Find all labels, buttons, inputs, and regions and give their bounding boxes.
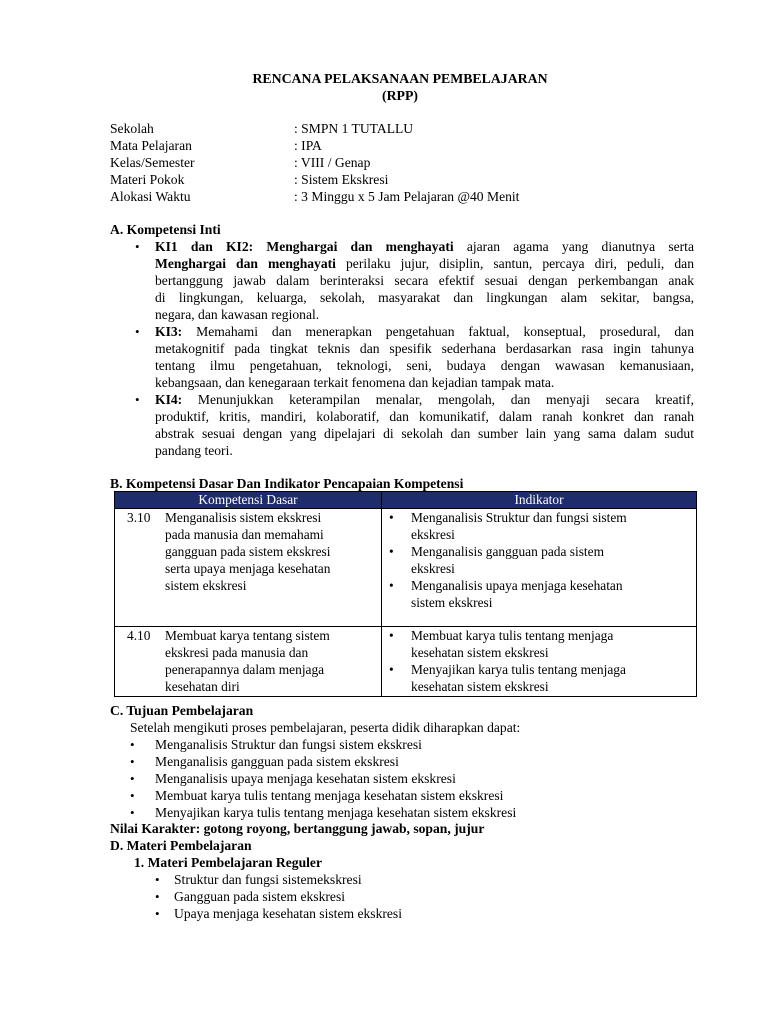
indicator-column-header: Indikator [382, 492, 697, 509]
list-item: Membuat karya tulis tentang menjaga kesehatan sistem ekskresi [155, 788, 504, 803]
identity-label: Kelas/Semester [110, 155, 195, 170]
indicator-line: Menyajikan karya tulis tentang menjaga [411, 662, 626, 677]
list-item: Gangguan pada sistem ekskresi [174, 889, 346, 904]
identity-value: : Sistem Ekskresi [294, 172, 389, 187]
section-c-heading: C. Tujuan Pembelajaran [110, 703, 254, 718]
kd-line: gangguan pada sistem ekskresi [165, 544, 331, 559]
bullet-icon: • [389, 628, 394, 643]
bullet-icon: • [130, 754, 135, 769]
kd-line: penerapannya dalam menjaga [165, 662, 325, 677]
table-row [115, 509, 697, 627]
bullet-icon: • [389, 662, 394, 677]
kd-line: Menganalisis sistem ekskresi [165, 510, 322, 525]
kd-text [165, 627, 375, 695]
kd-line: serta upaya menjaga kesehatan [165, 561, 331, 576]
kd-number: 3.10 [127, 510, 151, 525]
bullet-icon: • [389, 510, 394, 525]
bullet-icon: • [135, 324, 140, 339]
ki12-line [155, 255, 694, 272]
kd-cell [115, 509, 382, 627]
kd-line: Membuat karya tentang sistem [165, 628, 330, 643]
ki4-line: pandang teori. [155, 443, 233, 458]
indicator-line: ekskresi [411, 561, 455, 576]
table-row [115, 627, 697, 697]
bullet-icon: • [135, 239, 140, 254]
indicator-line: Menganalisis Struktur dan fungsi sistem [411, 510, 627, 525]
bullet-icon: • [155, 889, 160, 904]
bullet-icon: • [155, 906, 160, 921]
kd-line: pada manusia dan memahami [165, 527, 324, 542]
ki12-bold: Menghargai dan menghayati [155, 256, 336, 271]
ki12-text: ajaran agama yang dianutnya serta [453, 239, 694, 254]
identity-label: Alokasi Waktu [110, 189, 191, 204]
ki12-line: bertanggung jawab dalam berinteraksi secara efektif sesuai dengan perkembangan anak [155, 273, 694, 288]
ki4-line [155, 391, 694, 408]
bullet-icon: • [389, 544, 394, 559]
section-a-heading: A. Kompetensi Inti [110, 222, 221, 237]
indicator-item [382, 627, 696, 661]
ki12-line: di lingkungan, keluarga, sekolah, masyarakat dan lingkungan alam sekitar, bangsa, [155, 290, 694, 305]
kd-cell [115, 627, 382, 697]
kd-line: kesehatan diri [165, 679, 240, 694]
ki4-text: Menunjukkan keterampilan menalar, mengolah, dan menyaji secara kreatif, [182, 392, 694, 407]
indicator-cell [382, 627, 697, 697]
ki12-line [155, 238, 694, 255]
ki12-line: negara, dan kawasan regional. [155, 307, 320, 322]
list-item: Menganalisis gangguan pada sistem ekskresi [155, 754, 399, 769]
indicator-item [382, 661, 696, 695]
list-item: Upaya menjaga kesehatan sistem ekskresi [174, 906, 402, 921]
bullet-icon: • [130, 771, 135, 786]
indicator-line: ekskresi [411, 527, 455, 542]
identity-label: Mata Pelajaran [110, 138, 192, 153]
identity-value: : VIII / Genap [294, 155, 371, 170]
ki3-line: kebangsaan, dan kenegaraan terkait fenomena dan kejadian tampak mata. [155, 375, 555, 390]
ki3-line: metakognitif pada tingkat teknis dan spesifik sederhana berdasarkan rasa ingin tahunya [155, 341, 694, 356]
kd-indicator-table [114, 491, 697, 697]
bullet-icon: • [130, 737, 135, 752]
kd-number: 4.10 [127, 628, 151, 643]
bullet-icon: • [135, 392, 140, 407]
identity-value: : IPA [294, 138, 322, 153]
indicator-cell [382, 509, 697, 627]
section-d-subheading: 1. Materi Pembelajaran Reguler [134, 855, 322, 870]
indicator-item [382, 509, 696, 543]
indicator-line: Menganalisis gangguan pada sistem [411, 544, 605, 559]
identity-value: : 3 Minggu x 5 Jam Pelajaran @40 Menit [294, 189, 520, 204]
nilai-karakter: Nilai Karakter: gotong royong, bertanggung jawab, sopan, jujur [110, 821, 485, 836]
document-title: RENCANA PELAKSANAAN PEMBELAJARAN [252, 71, 548, 86]
list-item: Struktur dan fungsi sistemekskresi [174, 872, 362, 887]
list-item: Menganalisis upaya menjaga kesehatan sistem ekskresi [155, 771, 456, 786]
identity-label: Materi Pokok [110, 172, 185, 187]
indicator-line: Membuat karya tulis tentang menjaga [411, 628, 614, 643]
list-item: Menyajikan karya tulis tentang menjaga kesehatan sistem ekskresi [155, 805, 517, 820]
kd-line: ekskresi pada manusia dan [165, 645, 309, 660]
bullet-icon: • [389, 578, 394, 593]
kd-text [165, 509, 375, 594]
bullet-icon: • [130, 788, 135, 803]
kd-line: sistem ekskresi [165, 578, 247, 593]
ki12-bold: KI1 dan KI2: Menghargai dan menghayati [155, 239, 454, 254]
section-b-heading: B. Kompetensi Dasar Dan Indikator Pencapaian Kompetensi [110, 476, 464, 491]
bullet-icon: • [130, 805, 135, 820]
ki3-line [155, 323, 694, 340]
document-subtitle: (RPP) [381, 88, 418, 103]
indicator-line: Menganalisis upaya menjaga kesehatan [411, 578, 623, 593]
ki12-text: perilaku jujur, disiplin, santun, percaya diri, peduli, dan [335, 256, 694, 271]
identity-label: Sekolah [110, 121, 154, 136]
indicator-line: kesehatan sistem ekskresi [411, 679, 549, 694]
ki3-bold: KI3: [155, 324, 183, 339]
list-item: Menganalisis Struktur dan fungsi sistem ekskresi [155, 737, 422, 752]
section-d-heading: D. Materi Pembelajaran [110, 838, 252, 853]
indicator-line: kesehatan sistem ekskresi [411, 645, 549, 660]
indicator-item [382, 577, 696, 611]
ki3-text: Memahami dan menerapkan pengetahuan faktual, konseptual, prosedural, dan [182, 324, 694, 339]
ki4-bold: KI4: [155, 392, 183, 407]
ki4-line: produktif, kritis, mandiri, kolaboratif, dan komunikatif, dalam ranah konkret dan ranah [155, 409, 694, 424]
bullet-icon: • [155, 872, 160, 887]
kd-column-header: Kompetensi Dasar [115, 492, 382, 509]
identity-value: : SMPN 1 TUTALLU [294, 121, 414, 136]
indicator-item [382, 543, 696, 577]
ki4-line: abstrak sesuai dengan yang dipelajari di sekolah dan sumber lain yang sama dalam sudut [155, 426, 694, 441]
indicator-line: sistem ekskresi [411, 595, 493, 610]
section-c-intro: Setelah mengikuti proses pembelajaran, peserta didik diharapkan dapat: [130, 720, 521, 735]
ki3-line: tentang ilmu pengetahuan, teknologi, seni, budaya dengan wawasan kemanusiaan, [155, 358, 694, 373]
